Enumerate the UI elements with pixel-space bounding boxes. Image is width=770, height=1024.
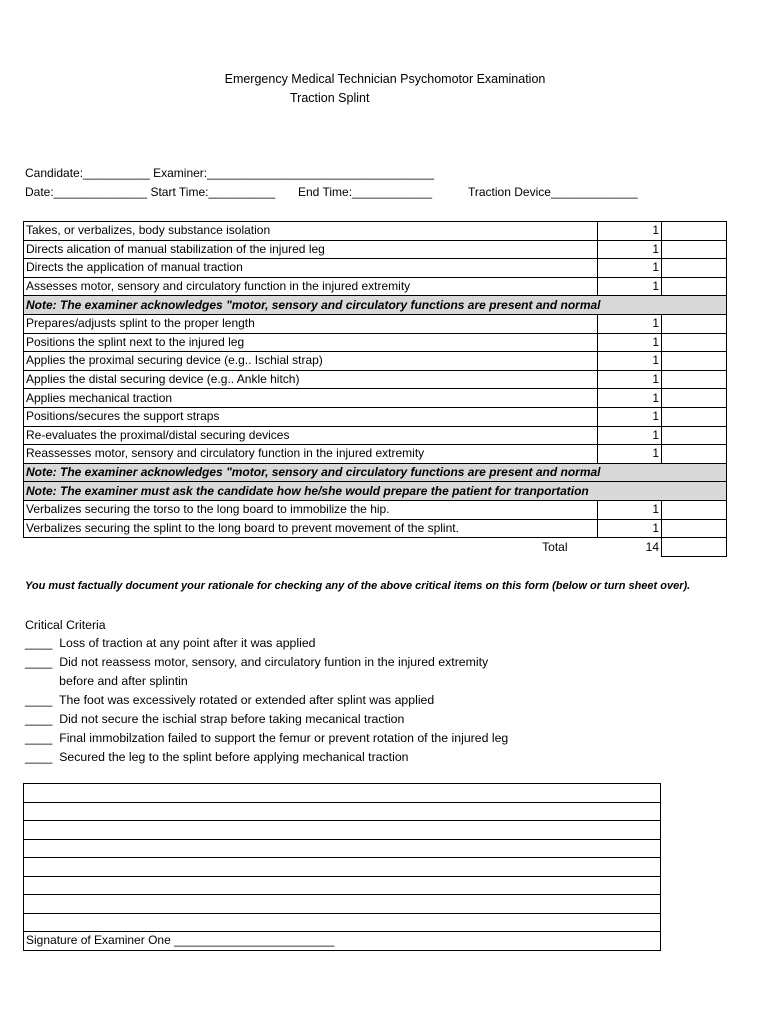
step-row (24, 370, 727, 389)
candidate-examiner-line[interactable]: Candidate:__________ Examiner:__________________________________ (25, 166, 435, 180)
form-subtitle: Traction Splint (290, 91, 370, 105)
step-text: Verbalizes securing the torso to the long board to immobilize the hip. (24, 500, 598, 519)
step-text: Assesses motor, sensory and circulatory function in the injured extremity (24, 277, 598, 296)
step-points: 1 (598, 333, 662, 352)
notes-line[interactable] (24, 802, 661, 821)
notes-line[interactable] (24, 839, 661, 858)
score-cell[interactable] (662, 277, 727, 296)
step-text: Re-evaluates the proximal/distal securing devices (24, 426, 598, 445)
score-cell[interactable] (662, 222, 727, 241)
score-cell[interactable] (662, 259, 727, 278)
step-row (24, 426, 727, 445)
step-points: 1 (598, 500, 662, 519)
step-points: 1 (598, 222, 662, 241)
step-points: 1 (598, 240, 662, 259)
notes-line[interactable] (24, 913, 661, 932)
signature-line[interactable]: Signature of Examiner One ________________________ (24, 932, 661, 951)
total-value: 14 (645, 539, 659, 554)
score-cell[interactable] (662, 389, 727, 408)
step-text: Prepares/adjusts splint to the proper length (24, 314, 598, 333)
step-row (24, 222, 727, 241)
step-points: 1 (598, 389, 662, 408)
form-title: Emergency Medical Technician Psychomotor Examination (224, 72, 546, 86)
critical-criteria-heading: Critical Criteria (25, 618, 106, 632)
critical-criterion: ____ Final immobilzation failed to support the femur or prevent rotation of the injured leg (25, 731, 509, 745)
step-row (24, 333, 727, 352)
score-cell[interactable] (662, 500, 727, 519)
step-text: Reassesses motor, sensory and circulatory function in the injured extremity (24, 445, 598, 464)
rationale-notes-box (23, 783, 661, 951)
step-row (24, 389, 727, 408)
step-row (24, 500, 727, 519)
step-text: Applies the distal securing device (e.g.. Ankle hitch) (24, 370, 598, 389)
score-cell[interactable] (662, 352, 727, 371)
notes-line[interactable] (24, 858, 661, 877)
notes-line[interactable] (24, 821, 661, 840)
score-cell[interactable] (662, 519, 727, 538)
step-text: Directs alication of manual stabilization of the injured leg (24, 240, 598, 259)
note-row (24, 463, 727, 482)
total-label: Total (542, 539, 568, 554)
traction-device-line[interactable]: Traction Device_____________ (468, 185, 638, 199)
step-row (24, 519, 727, 538)
total-score-cell[interactable] (662, 538, 727, 557)
step-points: 1 (598, 277, 662, 296)
critical-criterion: ____ Loss of traction at any point after it was applied (25, 636, 316, 650)
notes-line[interactable] (24, 876, 661, 895)
step-points: 1 (598, 445, 662, 464)
steps-table (23, 221, 727, 557)
critical-criterion: ____ The foot was excessively rotated or extended after splint was applied (25, 693, 435, 707)
step-points: 1 (598, 519, 662, 538)
step-text: Takes, or verbalizes, body substance isolation (24, 222, 598, 241)
total-row (24, 538, 727, 557)
step-row (24, 352, 727, 371)
notes-line[interactable] (24, 784, 661, 803)
score-cell[interactable] (662, 407, 727, 426)
critical-criteria-list (25, 634, 508, 767)
step-points: 1 (598, 407, 662, 426)
critical-criterion: ____ Did not reassess motor, sensory, and circulatory funtion in the injured extremity (25, 655, 489, 669)
score-cell[interactable] (662, 445, 727, 464)
step-row (24, 407, 727, 426)
end-time-line[interactable]: End Time:____________ (298, 185, 433, 199)
notes-line[interactable] (24, 895, 661, 914)
note-row (24, 296, 727, 315)
step-row (24, 277, 727, 296)
step-text: Positions the splint next to the injured leg (24, 333, 598, 352)
step-text: Positions/secures the support straps (24, 407, 598, 426)
date-start-time-line[interactable]: Date:______________ Start Time:__________ (25, 185, 276, 199)
step-points: 1 (598, 426, 662, 445)
step-points: 1 (598, 352, 662, 371)
note-row (24, 482, 727, 501)
step-text: Applies mechanical traction (24, 389, 598, 408)
note-text: Note: The examiner acknowledges "motor, sensory and circulatory functions are present and normal (24, 463, 727, 482)
score-cell[interactable] (662, 370, 727, 389)
step-text: Applies the proximal securing device (e.g.. Ischial strap) (24, 352, 598, 371)
score-cell[interactable] (662, 426, 727, 445)
step-text: Verbalizes securing the splint to the long board to prevent movement of the splint. (24, 519, 598, 538)
step-text: Directs the application of manual traction (24, 259, 598, 278)
step-row (24, 314, 727, 333)
note-text: Note: The examiner must ask the candidate how he/she would prepare the patient for tranportation (24, 482, 727, 501)
score-cell[interactable] (662, 333, 727, 352)
score-cell[interactable] (662, 240, 727, 259)
critical-criterion: before and after splintin (25, 674, 188, 688)
step-points: 1 (598, 314, 662, 333)
step-points: 1 (598, 259, 662, 278)
step-row (24, 259, 727, 278)
rationale-note: You must factually document your rationale for checking any of the above critical items on this form (below or turn sheet over). (25, 580, 691, 592)
step-points: 1 (598, 370, 662, 389)
step-row (24, 240, 727, 259)
critical-criterion: ____ Did not secure the ischial strap before taking mecanical traction (25, 712, 405, 726)
score-cell[interactable] (662, 314, 727, 333)
step-row (24, 445, 727, 464)
note-text: Note: The examiner acknowledges "motor, sensory and circulatory functions are present and normal (24, 296, 727, 315)
critical-criterion: ____ Secured the leg to the splint before applying mechanical traction (25, 750, 409, 764)
